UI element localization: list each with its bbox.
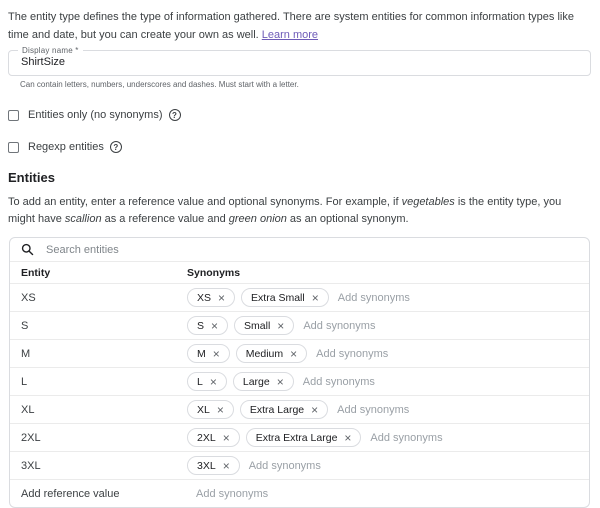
synonym-chip[interactable] <box>233 372 294 391</box>
entity-value[interactable]: M <box>21 347 31 360</box>
add-synonyms-field[interactable]: Add synonyms <box>302 375 375 388</box>
remove-synonym-icon[interactable]: × <box>290 346 298 361</box>
synonym-chip[interactable] <box>187 344 230 363</box>
search-row <box>10 238 589 262</box>
display-name-field <box>8 46 591 76</box>
synonyms-cell <box>187 344 589 363</box>
table-header-row <box>10 262 589 284</box>
add-reference-value-field[interactable]: Add reference value <box>21 487 120 500</box>
remove-synonym-icon[interactable]: × <box>218 290 226 305</box>
add-entity-row <box>10 480 589 507</box>
synonyms-cell <box>187 456 589 475</box>
synonym-chip-label: Medium <box>245 347 284 360</box>
entity-value[interactable]: XS <box>21 291 36 304</box>
add-synonyms-field[interactable]: Add synonyms <box>337 291 410 304</box>
synonym-chip-label: Small <box>244 319 271 332</box>
synonym-chip[interactable] <box>236 344 307 363</box>
entities-only-option <box>8 109 591 121</box>
entities-only-checkbox[interactable] <box>8 110 19 121</box>
synonym-chip-label: Large <box>242 375 270 388</box>
entities-description <box>8 194 591 228</box>
table-row <box>10 284 589 312</box>
desc-text: To add an entity, enter a reference value and optional synonyms. For example, if <box>8 196 402 208</box>
synonym-chip[interactable] <box>240 400 328 419</box>
synonyms-cell <box>187 428 589 447</box>
table-row <box>10 396 589 424</box>
desc-text: as a reference value and <box>101 213 229 225</box>
desc-text: is the entity type, you might have <box>8 196 562 225</box>
desc-text: as an optional synonym. <box>286 213 409 225</box>
learn-more-link[interactable]: Learn more <box>261 29 319 41</box>
entity-value[interactable]: XL <box>21 403 35 416</box>
entity-column-header: Entity <box>21 266 51 279</box>
remove-synonym-icon[interactable]: × <box>311 290 319 305</box>
entities-section-heading: Entities <box>8 170 55 185</box>
entity-value[interactable]: S <box>21 319 29 332</box>
desc-italic-term: scallion <box>64 213 102 225</box>
regexp-entities-checkbox[interactable] <box>8 142 19 153</box>
remove-synonym-icon[interactable]: × <box>311 402 319 417</box>
display-name-label: Display name * <box>18 46 83 55</box>
table-row <box>10 340 589 368</box>
table-row <box>10 424 589 452</box>
remove-synonym-icon[interactable]: × <box>209 374 217 389</box>
synonym-chip-label: XS <box>197 291 212 304</box>
desc-italic-term: green onion <box>228 213 287 225</box>
synonym-chip-label: Extra Small <box>251 291 305 304</box>
entities-table-body <box>10 284 589 480</box>
remove-synonym-icon[interactable]: × <box>211 318 219 333</box>
synonym-chip[interactable] <box>187 400 234 419</box>
table-row <box>10 452 589 480</box>
add-synonyms-field[interactable]: Add synonyms <box>337 403 410 416</box>
entities-table <box>9 237 590 508</box>
remove-synonym-icon[interactable]: × <box>212 346 220 361</box>
synonym-chip[interactable] <box>187 316 228 335</box>
remove-synonym-icon[interactable]: × <box>344 430 352 445</box>
synonym-chip[interactable] <box>241 288 329 307</box>
add-synonyms-field[interactable]: Add synonyms <box>303 319 376 332</box>
entity-value[interactable]: 2XL <box>21 431 41 444</box>
synonym-chip[interactable] <box>187 456 240 475</box>
search-input[interactable] <box>44 243 578 257</box>
remove-synonym-icon[interactable]: × <box>222 458 230 473</box>
intro-paragraph <box>8 8 591 44</box>
desc-italic-term: vegetables <box>401 196 455 208</box>
synonym-chip-label: M <box>197 347 206 360</box>
add-synonyms-field[interactable]: Add synonyms <box>196 487 269 500</box>
add-synonyms-field[interactable]: Add synonyms <box>248 459 321 472</box>
help-icon[interactable]: ? <box>169 109 181 121</box>
intro-text: The entity type defines the type of information gathered. There are system entities for common information types like time and date, but you can create your own as well. <box>8 11 574 41</box>
table-row <box>10 368 589 396</box>
add-synonyms-field[interactable]: Add synonyms <box>370 431 443 444</box>
help-icon[interactable]: ? <box>110 141 122 153</box>
add-synonyms-field[interactable]: Add synonyms <box>316 347 389 360</box>
display-name-helper-text: Can contain letters, numbers, underscores and dashes. Must start with a letter. <box>20 80 299 89</box>
regexp-entities-label: Regexp entities <box>28 141 104 153</box>
synonym-chip[interactable] <box>187 428 240 447</box>
regexp-entities-option <box>8 141 591 153</box>
entities-only-label: Entities only (no synonyms) <box>28 109 163 121</box>
remove-synonym-icon[interactable]: × <box>216 402 224 417</box>
search-icon <box>21 243 34 256</box>
synonym-chip-label: 3XL <box>197 459 216 472</box>
remove-synonym-icon[interactable]: × <box>277 318 285 333</box>
table-row <box>10 312 589 340</box>
synonym-chip[interactable] <box>234 316 294 335</box>
synonym-chip[interactable] <box>246 428 362 447</box>
entity-value[interactable]: 3XL <box>21 459 41 472</box>
synonym-chip[interactable] <box>187 372 227 391</box>
synonyms-cell <box>187 288 589 307</box>
synonyms-cell <box>187 372 589 391</box>
remove-synonym-icon[interactable]: × <box>222 430 230 445</box>
synonym-chip[interactable] <box>187 288 235 307</box>
synonym-chip-label: L <box>197 375 203 388</box>
synonym-chip-label: S <box>197 319 205 332</box>
synonym-chip-label: Extra Large <box>249 403 305 416</box>
synonyms-column-header: Synonyms <box>187 266 241 279</box>
synonym-chip-label: Extra Extra Large <box>255 431 338 444</box>
synonym-chip-label: 2XL <box>197 431 216 444</box>
synonyms-cell <box>187 400 589 419</box>
synonyms-cell <box>187 316 589 335</box>
remove-synonym-icon[interactable]: × <box>276 374 284 389</box>
synonym-chip-label: XL <box>197 403 210 416</box>
entity-value[interactable]: L <box>21 375 28 388</box>
display-name-input[interactable] <box>21 56 581 68</box>
